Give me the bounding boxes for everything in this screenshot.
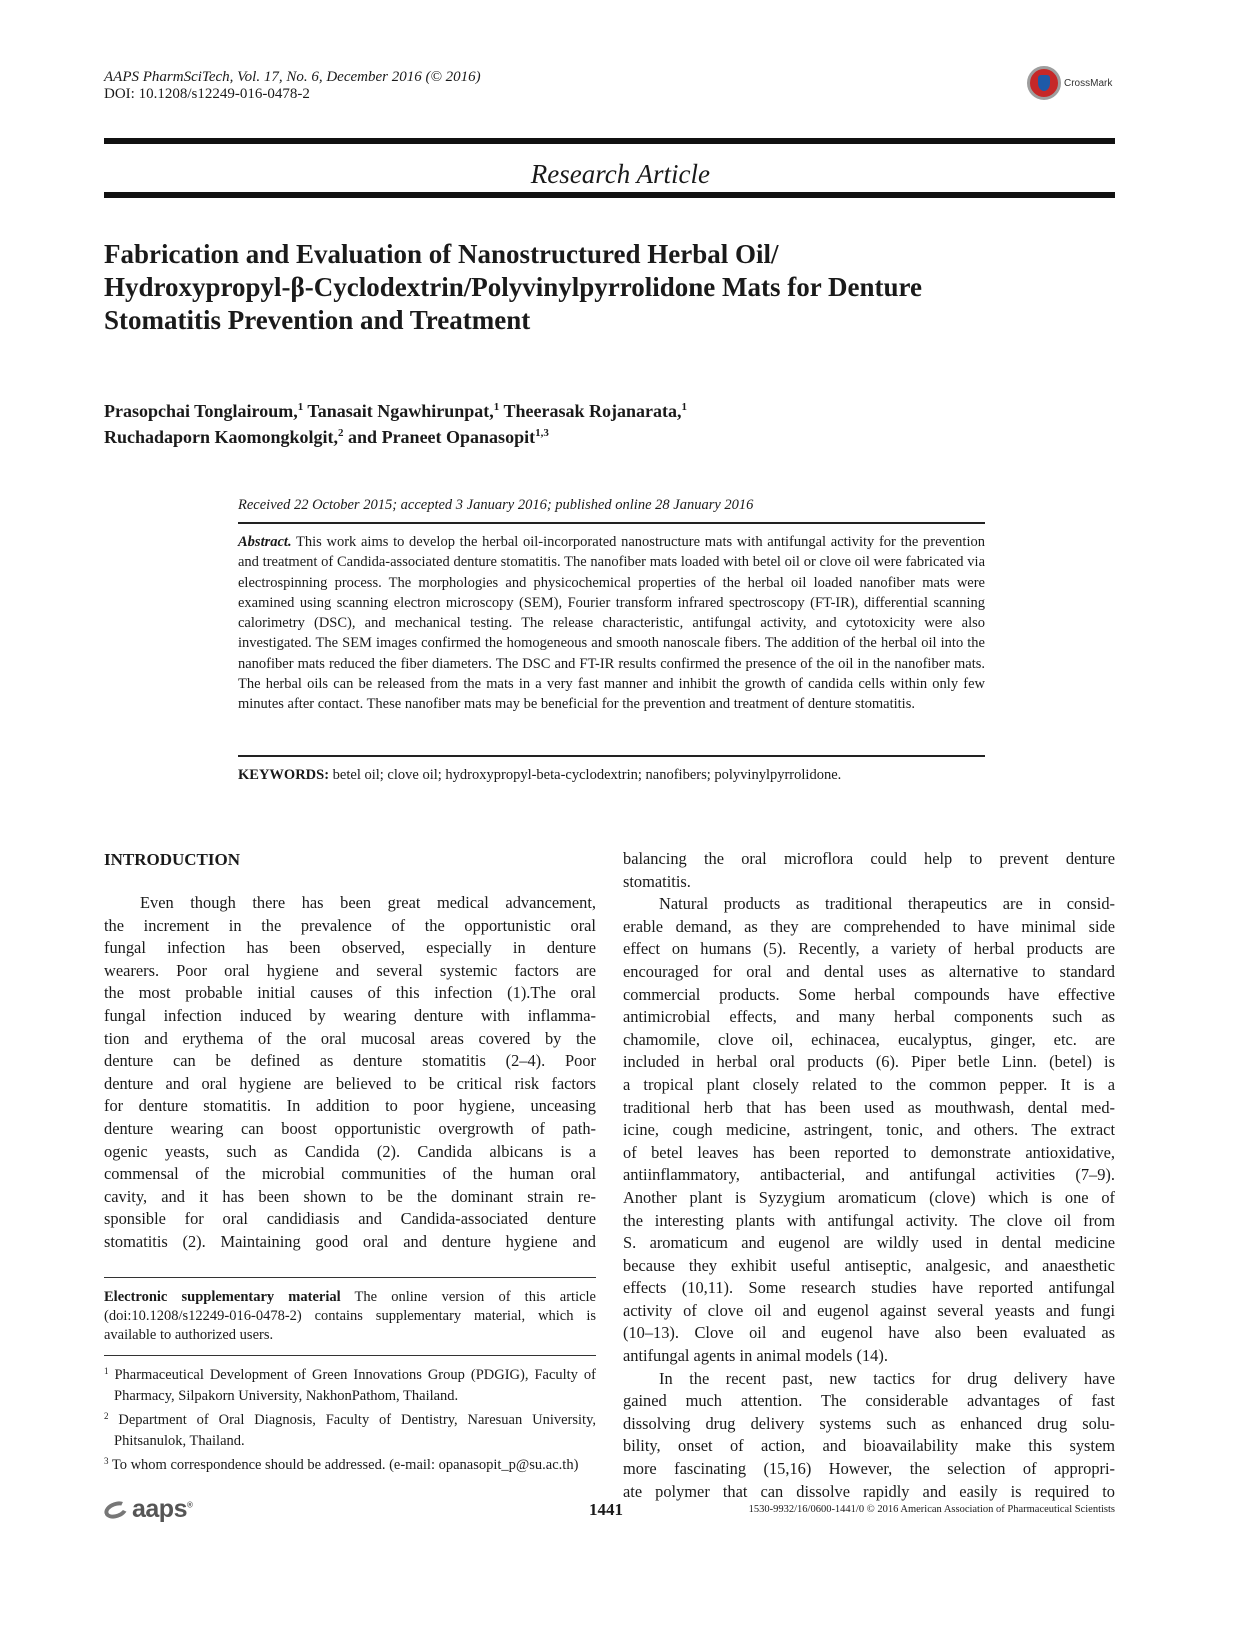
body-text-line: encouraged for oral and dental uses as alternative to standard xyxy=(623,961,1115,981)
publication-dates: Received 22 October 2015; accepted 3 January 2016; published online 28 January 2016 xyxy=(238,497,754,513)
body-text-line: the interesting plants with antifungal activity. The clove oil from xyxy=(623,1210,1115,1230)
body-text-line: traditional herb that has been used as mouthwash, dental med- xyxy=(623,1097,1115,1117)
footnote xyxy=(104,1451,596,1476)
body-text-line: for denture stomatitis. In addition to poor hygiene, unceasing xyxy=(104,1096,596,1116)
body-text-line: antiinflammatory, antibacterial, and antifungal activities (7–9). xyxy=(623,1165,1115,1185)
article-title xyxy=(104,238,1104,337)
abstract-rule-top xyxy=(238,522,985,524)
title-line: Stomatitis Prevention and Treatment xyxy=(104,305,531,335)
body-text-line: denture and oral hygiene are believed to be critical risk factors xyxy=(104,1073,596,1093)
body-text-line: antimicrobial effects, and many herbal components such as xyxy=(623,1007,1115,1027)
section-heading-introduction: INTRODUCTION xyxy=(104,850,241,869)
body-text-line: commercial products. Some herbal compounds have effective xyxy=(623,984,1115,1004)
footnote-text: Pharmaceutical Development of Green Innovations Group (PDGIG), Faculty of Pharmacy, Silpakorn University, NakhonPathom, Thailand. xyxy=(108,1367,596,1404)
body-text-line: antifungal agents in animal models (14). xyxy=(623,1346,888,1366)
body-text-line: more fascinating (15,16) However, the selection of appropri- xyxy=(623,1459,1115,1479)
body-text-line: fungal infection has been observed, especially in denture xyxy=(104,938,596,958)
body-text-line: activity of clove oil and eugenol against several yeasts and fungi xyxy=(623,1300,1115,1320)
author-affiliation-mark: 2 xyxy=(338,427,344,439)
body-text-line: chamomile, clove oil, echinacea, eucalyptus, ginger, etc. are xyxy=(623,1029,1115,1049)
crossmark-icon xyxy=(1027,66,1061,100)
footnote-text: Department of Oral Diagnosis, Faculty of Dentistry, Naresuan University, Phitsanulok, Thailand. xyxy=(108,1412,596,1449)
journal-citation: AAPS PharmSciTech, Vol. 17, No. 6, December 2016 (© 2016) xyxy=(104,69,481,85)
body-text-line: denture wearing can boost opportunistic overgrowth of path- xyxy=(104,1118,596,1138)
body-text-line: effect on humans (5). Recently, a variety of herbal products are xyxy=(623,939,1115,959)
aaps-wordmark-text: aaps xyxy=(132,1495,187,1523)
footnote-mark: 2 xyxy=(104,1411,109,1421)
author-affiliation-mark: 1,3 xyxy=(535,427,549,439)
body-text-line: bility, onset of action, and bioavailability make this system xyxy=(623,1436,1115,1456)
body-text-line: Natural products as traditional therapeutics are in consid- xyxy=(659,894,1115,914)
footnote xyxy=(104,1361,596,1406)
registered-mark: ® xyxy=(186,1500,193,1510)
body-text-line: included in herbal oral products (6). Piper betle Linn. (betel) is xyxy=(623,1052,1115,1072)
crossmark-label: CrossMark xyxy=(1064,77,1113,89)
abstract-label: Abstract. xyxy=(238,534,292,550)
abstract-rule-bottom xyxy=(238,755,985,757)
keywords-label: KEYWORDS: xyxy=(238,767,330,783)
footnote-rule xyxy=(104,1277,596,1278)
footnote-rule-2 xyxy=(104,1355,596,1356)
body-text-line: balancing the oral microflora could help to prevent denture xyxy=(623,849,1115,868)
body-text-line: cavity, and it has been shown to be the dominant strain re- xyxy=(104,1186,596,1206)
body-text-line: tion and erythema of the oral mucosal areas covered by the xyxy=(104,1028,596,1048)
body-text-line: ogenic yeasts, such as Candida (2). Candida albicans is a xyxy=(104,1141,596,1161)
supplementary-note xyxy=(104,1288,596,1345)
body-text-line: erable demand, as they are comprehended to have minimal side xyxy=(623,916,1115,936)
author-list xyxy=(104,396,687,448)
body-text-line: Another plant is Syzygium aromaticum (clove) which is one of xyxy=(623,1187,1115,1207)
aaps-swoosh-icon xyxy=(102,1498,130,1521)
footnote-mark: 3 xyxy=(104,1456,109,1466)
body-text-line: stomatitis. xyxy=(623,871,691,891)
footnote-mark: 1 xyxy=(104,1366,109,1376)
aaps-logo xyxy=(104,1495,192,1524)
body-text-line: fungal infection induced by wearing denture with inflamma- xyxy=(104,1005,596,1025)
title-line: Hydroxypropyl-β-Cyclodextrin/Polyvinylpyrrolidone Mats for Denture xyxy=(104,272,922,302)
body-text-line: S. aromaticum and eugenol are wildly used in dental medicine xyxy=(623,1233,1115,1253)
author-name: Ruchadaporn Kaomongkolgit, xyxy=(104,427,339,447)
body-text-line: the most probable initial causes of this infection (1).The oral xyxy=(104,983,596,1003)
title-line: Fabrication and Evaluation of Nanostructured Herbal Oil/ xyxy=(104,239,779,269)
abstract-text: This work aims to develop the herbal oil-incorporated nanostructure mats with antifungal activity for the prevention and treatment of Candida-associated denture stomatitis. The nanofiber mats loaded with betel oil or clove oil were fabricated via electrospinning process. The morphologies and physicochemical properties of the herbal oil loaded nanofiber mats were examined using scanning electron microscopy (SEM), Fourier transform infrared spectroscopy (FT-IR), differential scanning calorimetry (DSC), and mechanical testing. The release characteristic, antifungal activity, and cytotoxicity were also investigated. The SEM images confirmed the homogeneous and smooth nanoscale fibers. The addition of the herbal oil into the nanofiber mats reduced the fiber diameters. The DSC and FT-IR results confirmed the presence of the oil in the nanofiber mats. The herbal oils can be released from the mats in a very fast manner and inhibit the growth of candida cells within only few minutes after contact. These nanofiber mats may be beneficial for the prevention and treatment of denture stomatitis. xyxy=(238,534,985,713)
body-text-line: stomatitis (2). Maintaining good oral and denture hygiene and xyxy=(104,1231,596,1251)
abstract xyxy=(238,532,985,715)
copyright-line: 1530-9932/16/0600-1441/0 © 2016 American Association of Pharmaceutical Scientists xyxy=(748,1504,1115,1515)
body-text-line: dissolving drug delivery systems such as enhanced drug solu- xyxy=(623,1413,1115,1433)
body-text-line: because they exhibit useful antiseptic, analgesic, and anaesthetic xyxy=(623,1255,1115,1275)
header-rule-bottom xyxy=(104,192,1115,198)
body-text-line: Even though there has been great medical advancement, xyxy=(140,893,596,912)
body-text-line: denture can be defined as denture stomatitis (2–4). Poor xyxy=(104,1051,596,1071)
author-affiliation-mark: 1 xyxy=(297,401,304,413)
body-text-line: sponsible for oral candidiasis and Candida-associated denture xyxy=(104,1209,596,1229)
supplementary-label: Electronic supplementary material xyxy=(104,1289,341,1305)
crossmark-badge[interactable] xyxy=(1027,66,1112,100)
author-name: Prasopchai Tonglairoum, xyxy=(104,401,298,421)
author-name: Tanasait Ngawhirunpat, xyxy=(303,401,494,421)
body-text-line: of betel leaves has been reported to demonstrate antioxidative, xyxy=(623,1142,1115,1162)
body-text-line: ate polymer that can dissolve rapidly and easily is required to xyxy=(623,1481,1115,1501)
keywords-text: betel oil; clove oil; hydroxypropyl-beta-cyclodextrin; nanofibers; polyvinylpyrrolidone. xyxy=(329,767,842,783)
footnote-text: To whom correspondence should be addressed. (e-mail: opanasopit_p@su.ac.th) xyxy=(108,1457,579,1473)
page-number: 1441 xyxy=(589,1500,623,1519)
body-text-line: a tropical plant closely related to the common pepper. It is a xyxy=(623,1074,1115,1094)
body-text-line: effects (10,11). Some research studies have reported antifungal xyxy=(623,1278,1115,1298)
author-name: Theerasak Rojanarata, xyxy=(499,401,682,421)
section-label: Research Article xyxy=(530,159,710,189)
header-rule-top xyxy=(104,138,1115,144)
body-text-line: commensal of the microbial communities of the human oral xyxy=(104,1164,596,1184)
aaps-wordmark xyxy=(132,1495,192,1524)
body-text-line: icine, cough medicine, astringent, tonic, and others. The extract xyxy=(623,1120,1115,1140)
affiliation-footnotes xyxy=(104,1361,596,1476)
author-name: and Praneet Opanasopit xyxy=(343,427,536,447)
footnote xyxy=(104,1406,596,1451)
body-text-line: (10–13). Clove oil and eugenol have also been evaluated as xyxy=(623,1323,1115,1343)
author-affiliation-mark: 1 xyxy=(681,401,687,413)
author-affiliation-mark: 1 xyxy=(493,401,500,413)
supplementary-text: The online version of this article (doi:10.1208/s12249-016-0478-2) contains supplementary material, which is available to authorized users. xyxy=(104,1289,596,1343)
body-column-right xyxy=(623,848,1115,1503)
body-text-line: In the recent past, new tactics for drug delivery have xyxy=(659,1368,1115,1388)
body-text-line: gained much attention. The considerable advantages of fast xyxy=(623,1391,1115,1411)
body-column-left xyxy=(104,892,596,1254)
body-text-line: the increment in the prevalence of the opportunistic oral xyxy=(104,915,596,935)
doi: DOI: 10.1208/s12249-016-0478-2 xyxy=(104,86,310,102)
body-text-line: wearers. Poor oral hygiene and several systemic factors are xyxy=(104,960,596,980)
keywords xyxy=(238,767,841,784)
